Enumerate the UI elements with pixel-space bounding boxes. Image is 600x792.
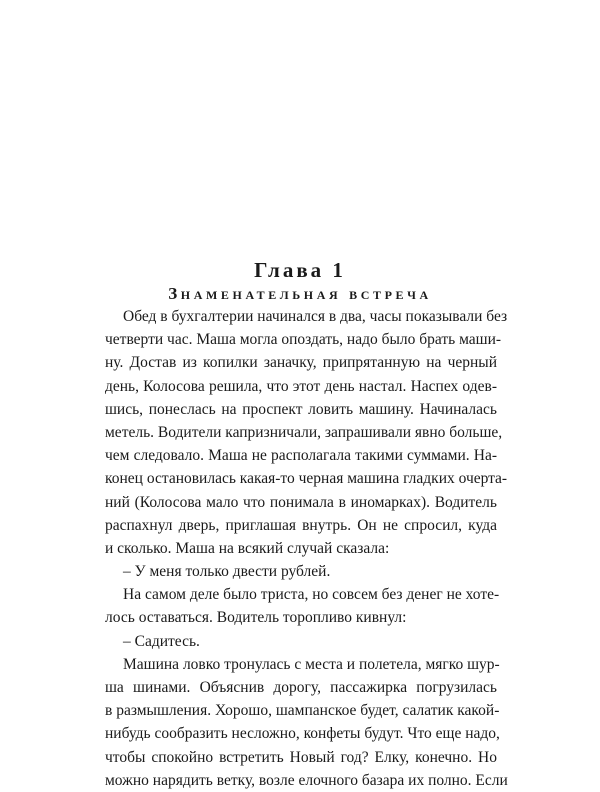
chapter-body-text — [105, 305, 508, 792]
text-line: в размышления. Хорошо, шампанское будет, салатик какой- — [105, 702, 500, 720]
text-line: – У меня только двести рублей. — [123, 563, 331, 581]
text-line: конец остановилась какая-то черная машина гладких очертa- — [105, 470, 508, 488]
text-line: – Садитесь. — [123, 632, 200, 650]
text-line: нибудь сообразить несложно, конфеты будут. Что еще надо, — [105, 725, 500, 743]
text-line: распахнул дверь, приглашая внутрь. Он не спросил, куда — [105, 516, 497, 534]
text-line: ну. Достав из копилки заначку, припрятанную на черный — [105, 354, 497, 372]
text-line: можно нарядить ветку, возле елочного базара их полно. Если — [105, 771, 508, 789]
text-line: ша шинами. Объяснив дорогу, пассажирка погрузилась — [105, 679, 497, 696]
text-line: Машина ловко тронулась с места и полетела, мягко шур- — [123, 655, 500, 673]
text-line: метель. Водители капризничали, запрашивали явно больше, — [105, 423, 503, 441]
text-line: ний (Колосова мало что понимала в иномарках). Водитель — [105, 493, 497, 511]
text-line: чем следовало. Маша не располагала такими суммами. На- — [105, 447, 497, 465]
chapter-title: Знаменательная встреча — [168, 284, 432, 303]
text-line: На самом деле было триста, но совсем без денег не хоте- — [123, 586, 500, 604]
text-line: день, Колосова решила, что этот день настал. Наспех одев- — [105, 377, 497, 395]
text-line: шись, понеслась на проспект ловить машину. Начиналась — [105, 400, 497, 418]
text-line: четверти час. Маша могла опоздать, надо было брать маши- — [105, 331, 502, 349]
text-line: и сколько. Маша на всякий случай сказала: — [105, 539, 390, 557]
text-line: лось оставаться. Водитель торопливо кивнул: — [105, 609, 407, 627]
text-line: Обед в бухгалтерии начинался в два, часы показывали без — [123, 308, 508, 325]
text-line: чтобы спокойно встретить Новый год? Елку, конечно. Но — [105, 748, 497, 766]
chapter-number: Глава 1 — [254, 258, 346, 282]
